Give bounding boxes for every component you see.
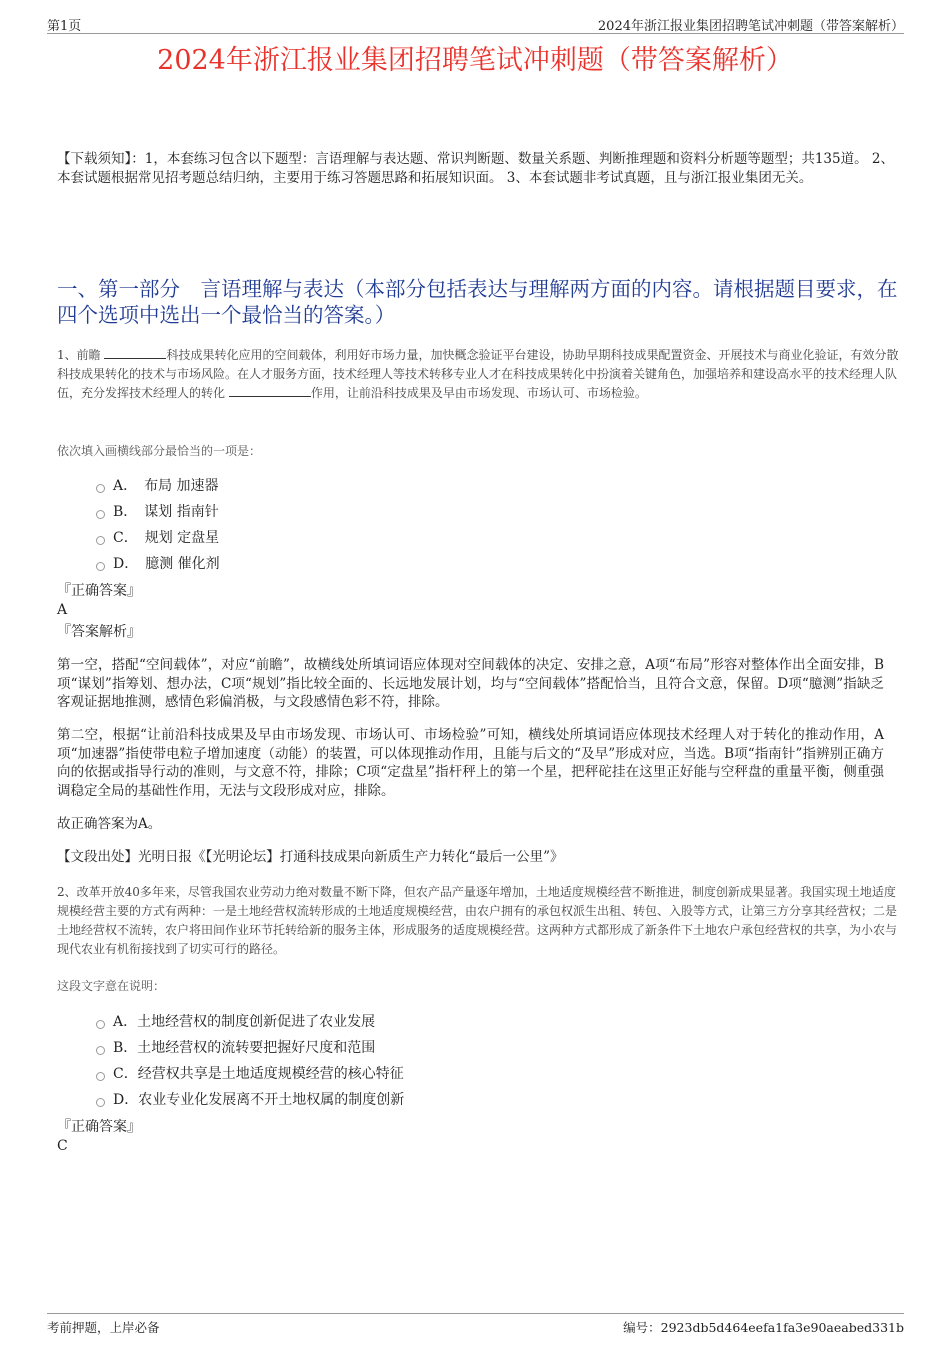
question-1-conclusion: 故正确答案为A。	[57, 816, 162, 832]
page-footer	[47, 1313, 904, 1338]
download-notice: 【下载须知】：1，本套练习包含以下题型：言语理解与表达题、常识判断题、数量关系题、判断推理题和资料分析题等题型；共135道。 2、本套试题根据常见招考题总结归纳，主要用于练习答题思路和拓展知识面。 3、本套试题非考试真题，且与浙江报业集团无关。	[57, 151, 894, 186]
radio-icon[interactable]	[96, 536, 105, 545]
question-1-part3: 作用，让前沿科技成果及早由市场发现、市场认可、市场检验。	[310, 386, 647, 400]
question-2-option-a[interactable]: A．土地经营权的制度创新促进了农业发展	[96, 1009, 404, 1035]
question-1-stem	[57, 346, 902, 403]
question-2-answer: C	[57, 1138, 68, 1154]
question-2-option-c[interactable]: C．经营权共享是土地适度规模经营的核心特征	[96, 1061, 404, 1087]
question-2-option-b[interactable]: B．土地经营权的流转要把握好尺度和范围	[96, 1035, 404, 1061]
radio-icon[interactable]	[96, 1098, 105, 1107]
header-doc-title: 2024年浙江报业集团招聘笔试冲刺题（带答案解析）	[597, 19, 904, 34]
radio-icon[interactable]	[96, 484, 105, 493]
question-1-options	[96, 473, 220, 577]
question-1-analysis-label: 『答案解析』	[57, 624, 141, 640]
question-1-blank-2	[229, 384, 311, 397]
question-1-option-d[interactable]: D． 臆测 催化剂	[96, 551, 220, 577]
question-1-blank-1	[104, 346, 166, 359]
radio-icon[interactable]	[96, 1072, 105, 1081]
question-1-part1: 1、前瞻	[57, 348, 105, 362]
radio-icon[interactable]	[96, 562, 105, 571]
question-1-source: 【文段出处】光明日报《【光明论坛】打通科技成果向新质生产力转化“最后一公里”》	[57, 849, 564, 865]
page-title: 2024年浙江报业集团招聘笔试冲刺题（带答案解析）	[157, 45, 793, 76]
question-1-option-c[interactable]: C． 规划 定盘星	[96, 525, 220, 551]
page-header	[47, 13, 904, 34]
footer-slogan: 考前押题，上岸必备	[47, 1320, 160, 1335]
page-number: 第1页	[47, 19, 82, 34]
question-2-options	[96, 1009, 404, 1113]
question-1-option-a[interactable]: A． 布局 加速器	[96, 473, 220, 499]
section-title: 一、第一部分 言语理解与表达（本部分包括表达与理解两方面的内容。请根据题目要求，在四个选项中选出一个最恰当的答案。）	[57, 277, 898, 327]
question-2-answer-label: 『正确答案』	[57, 1119, 141, 1135]
radio-icon[interactable]	[96, 1046, 105, 1055]
question-1-prompt: 依次填入画横线部分最恰当的一项是：	[57, 444, 262, 458]
question-1-part2: 科技成果转化应用的空间载体，利用好市场力量，加快概念验证平台建设，协助早期科技成果配置资金、开展技术与商业化验证，有效分散科技成果转化的技术与市场风险。在人才服务方面，技术经理人等技术转移专业人才在科技成果转化中扮演着关键角色，加强培养和建设高水平的技术经理人队伍，充分发挥技术经理人的转化	[57, 348, 899, 400]
question-1-answer: A	[57, 602, 68, 618]
footer-serial: 编号：2923db5d464eefa1fa3e90aeabed331b	[623, 1320, 904, 1335]
question-1-answer-label: 『正确答案』	[57, 583, 141, 599]
question-1-analysis-p1: 第一空，搭配“空间载体”，对应“前瞻”，故横线处所填词语应体现对空间载体的决定、安排之意，A项“布局”形容对整体作出全面安排，B项“谋划”指筹划、想办法，C项“规划”指比较全面的、长远地发展计划，均与“空间载体”搭配恰当，且符合文意，保留。D项“臆测”指缺乏客观证据地推测，感情色彩偏消极，与文段感情色彩不符，排除。	[57, 657, 884, 710]
question-2-stem: 2、改革开放40多年来，尽管我国农业劳动力绝对数量不断下降，但农产品产量逐年增加，土地适度规模经营不断推进，制度创新成果显著。我国实现土地适度规模经营主要的方式有两种：一是土地经营权流转形成的土地适度规模经营，由农户拥有的承包权派生出租、转包、入股等方式，让第三方分享其经营权；二是土地经营权不流转，农户将田间作业环节托转给新的服务主体，形成服务的适度规模经营。这两种方式都形成了新条件下土地农户承包经营权的共享，为小农与现代农业有机衔接找到了切实可行的路径。	[57, 885, 898, 956]
question-2-prompt: 这段文字意在说明：	[57, 979, 166, 993]
question-1-option-b[interactable]: B． 谋划 指南针	[96, 499, 220, 525]
question-2-option-d[interactable]: D．农业专业化发展离不开土地权属的制度创新	[96, 1087, 404, 1113]
radio-icon[interactable]	[96, 1020, 105, 1029]
radio-icon[interactable]	[96, 510, 105, 519]
question-1-analysis-p2: 第二空，根据“让前沿科技成果及早由市场发现、市场认可、市场检验”可知，横线处所填词语应体现技术经理人对于转化的推动作用，A项“加速器”指使带电粒子增加速度（动能）的装置，可以体现推动作用，且能与后文的“及早”形成对应，当选。B项“指南针”指辨别正确方向的依据或指导行动的准则，与文意不符，排除；C项“定盘星”指杆秤上的第一个星，把秤砣挂在这里正好能与空秤盘的重量平衡，侧重强调稳定全局的基础性作用，无法与文段形成对应，排除。	[57, 727, 884, 799]
